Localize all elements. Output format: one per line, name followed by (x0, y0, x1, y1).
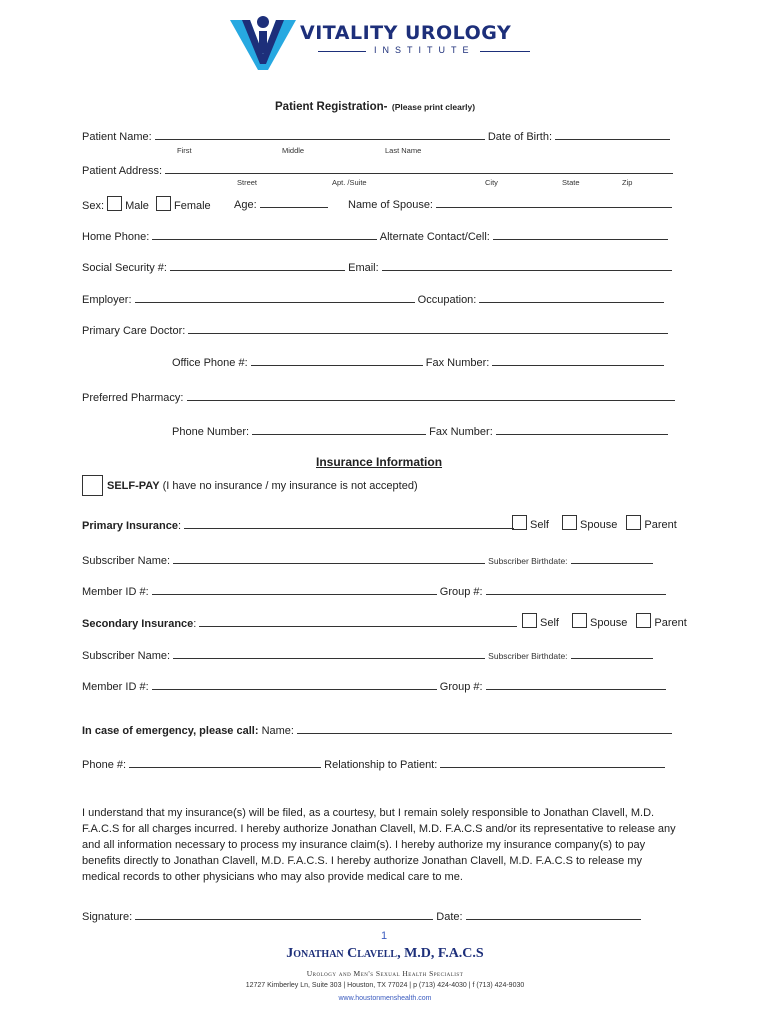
subscriber-name-label: Subscriber Name: (82, 650, 171, 662)
primary-self-checkbox[interactable] (512, 515, 527, 530)
pharmacy-fax-label: Fax Number: (429, 426, 493, 438)
alt-contact-field[interactable] (493, 228, 668, 240)
primary-relationship (512, 515, 677, 531)
member-id-field[interactable] (152, 583, 437, 595)
selfpay-row (107, 480, 418, 492)
subscriber-row-1 (82, 552, 653, 567)
office-phone-label: Office Phone #: (172, 357, 248, 369)
subscriber-birthdate-label: Subscriber Birthdate: (488, 651, 568, 661)
secondary-relationship (522, 613, 687, 629)
primary-insurance-row: Primary Insurance: (82, 517, 514, 532)
pharmacy-phone-field[interactable] (252, 423, 426, 435)
sex-row (82, 196, 211, 212)
subscriber-name-label: Subscriber Name: (82, 555, 171, 567)
sex-label: Sex: (82, 200, 105, 212)
male-label: Male (125, 200, 149, 212)
pharmacy-phone-row (172, 423, 668, 438)
secondary-parent-checkbox[interactable] (636, 613, 651, 628)
subscriber-birthdate-field[interactable] (571, 552, 653, 564)
last-sublabel: Last Name (385, 146, 422, 155)
secondary-self-label: Self (540, 617, 559, 629)
signature-row (82, 908, 641, 923)
male-checkbox[interactable] (107, 196, 122, 211)
logo-name: VITALITY UROLOGY (300, 22, 512, 44)
secondary-spouse-label: Spouse (590, 617, 628, 629)
logo-rule-right (480, 51, 530, 52)
logo (228, 14, 548, 70)
footer-website[interactable]: www.houstonmenshealth.com (338, 995, 432, 1002)
footer-doctor-name: Jonathan Clavell, M.D, F.A.C.S (286, 946, 484, 961)
signature-field[interactable] (135, 908, 433, 920)
employer-label: Employer: (82, 294, 132, 306)
subscriber-row-2 (82, 647, 653, 662)
street-sublabel: Street (237, 178, 258, 187)
pcp-fax-label: Fax Number: (425, 357, 490, 369)
middle-sublabel: Middle (282, 146, 305, 155)
pharmacy-label: Preferred Pharmacy: (82, 392, 184, 404)
spouse-label: Name of Spouse: (348, 199, 433, 211)
zip-sublabel: Zip (622, 178, 633, 187)
group-field[interactable] (486, 678, 666, 690)
primary-spouse-checkbox[interactable] (562, 515, 577, 530)
signature-label: Signature: (82, 911, 133, 923)
pharmacy-field[interactable] (187, 389, 675, 401)
dob-field[interactable] (555, 128, 670, 140)
subscriber-name-field[interactable] (173, 647, 485, 659)
patient-name-row (82, 128, 670, 143)
pcp-fax-field[interactable] (492, 354, 664, 366)
signature-date-field[interactable] (466, 908, 641, 920)
selfpay-label: SELF-PAY (107, 480, 160, 492)
selfpay-checkbox[interactable] (82, 475, 103, 496)
member-id-label: Member ID #: (82, 681, 149, 693)
female-checkbox[interactable] (156, 196, 171, 211)
email-label: Email: (348, 262, 379, 274)
pharmacy-row (82, 389, 675, 404)
employer-row (82, 291, 664, 306)
group-label: Group #: (439, 681, 483, 693)
group-field[interactable] (486, 583, 666, 595)
signature-date-label: Date: (436, 911, 463, 923)
age-label: Age: (234, 199, 257, 211)
logo-rule-left (318, 51, 366, 52)
primary-insurance-label: Primary Insurance (82, 520, 178, 532)
pcp-row (82, 322, 668, 337)
logo-mark-icon (228, 14, 298, 70)
spouse-row (348, 196, 672, 211)
primary-spouse-label: Spouse (580, 519, 618, 531)
employer-field[interactable] (135, 291, 415, 303)
home-phone-field[interactable] (152, 228, 377, 240)
pharmacy-phone-label: Phone Number: (172, 426, 250, 438)
patient-name-field[interactable] (155, 128, 485, 140)
secondary-parent-label: Parent (654, 617, 687, 629)
state-sublabel: State (562, 178, 580, 187)
ssn-field[interactable] (170, 259, 345, 271)
ssn-label: Social Security #: (82, 262, 167, 274)
address-label: Patient Address: (82, 165, 163, 177)
spouse-field[interactable] (436, 196, 672, 208)
occupation-label: Occupation: (417, 294, 477, 306)
email-field[interactable] (382, 259, 672, 271)
subscriber-name-field[interactable] (173, 552, 485, 564)
secondary-insurance-field[interactable] (199, 615, 517, 627)
emergency-name-field[interactable] (297, 722, 672, 734)
logo-institute: INSTITUTE (374, 45, 475, 55)
secondary-self-checkbox[interactable] (522, 613, 537, 628)
secondary-insurance-row: Secondary Insurance: (82, 615, 517, 630)
selfpay-note: (I have no insurance / my insurance is not accepted) (162, 480, 418, 492)
subscriber-birthdate-label: Subscriber Birthdate: (488, 556, 568, 566)
relationship-label: Relationship to Patient: (324, 759, 438, 771)
insurance-heading: Insurance Information (316, 455, 443, 469)
office-phone-field[interactable] (251, 354, 423, 366)
alt-contact-label: Alternate Contact/Cell: (379, 231, 490, 243)
primary-parent-checkbox[interactable] (626, 515, 641, 530)
age-field[interactable] (260, 196, 328, 208)
member-row-2 (82, 678, 666, 693)
consent-paragraph: I understand that my insurance(s) will be filed, as a courtesy, but I remain solely responsible to Jonathan Clavell, M.D. F.A.C.S for all charges incurred. I hereby authorize Jonathan Clavell, M.D. F.A.C.S and/or its representative to release any and all information necessary to process my insurance claim(s). I hereby authorize my insurance company(s) to pay benefits directly to Jonathan Clavell, M.D. F.A.C.S. I hereby authorize Jonathan Clavell, M.D. F.A.C.S to release my medical records to other physicians who may also provide medical care to me. (82, 807, 676, 883)
footer-specialty: Urology and Men's Sexual Health Specialist (306, 969, 464, 978)
pcp-field[interactable] (188, 322, 668, 334)
emergency-phone-row (82, 756, 665, 771)
emergency-row (82, 722, 672, 737)
page-title: Patient Registration- (Please print clearly) (275, 101, 476, 113)
patient-name-label: Patient Name: (82, 131, 152, 143)
primary-insurance-field[interactable] (184, 517, 514, 529)
emergency-phone-label: Phone #: (82, 759, 127, 771)
relationship-field[interactable] (440, 756, 665, 768)
member-id-field[interactable] (152, 678, 437, 690)
footer-address: 12727 Kimberley Ln, Suite 303 | Houston, TX 77024 | p (713) 424-4030 | f (713) 424-9030 (245, 982, 525, 989)
address-row (82, 162, 673, 177)
pharmacy-fax-field[interactable] (496, 423, 668, 435)
member-row-1 (82, 583, 666, 598)
dob-label: Date of Birth: (487, 131, 553, 143)
ssn-row (82, 259, 672, 274)
emergency-label: In case of emergency, please call: (82, 725, 259, 737)
primary-parent-label: Parent (644, 519, 677, 531)
subscriber-birthdate-field[interactable] (571, 647, 653, 659)
pcp-label: Primary Care Doctor: (82, 325, 186, 337)
apt-sublabel: Apt. /Suite (332, 178, 367, 187)
age-row (234, 196, 328, 211)
address-field[interactable] (165, 162, 673, 174)
home-phone-label: Home Phone: (82, 231, 150, 243)
secondary-spouse-checkbox[interactable] (572, 613, 587, 628)
home-phone-row (82, 228, 668, 243)
primary-self-label: Self (530, 519, 549, 531)
group-label: Group #: (439, 586, 483, 598)
pcp-phone-row (172, 354, 664, 369)
member-id-label: Member ID #: (82, 586, 149, 598)
city-sublabel: City (485, 178, 498, 187)
page-number: 1 (381, 930, 388, 942)
first-sublabel: First (177, 146, 192, 155)
secondary-insurance-label: Secondary Insurance (82, 618, 194, 630)
occupation-field[interactable] (479, 291, 664, 303)
emergency-name-label: Name: (261, 725, 294, 737)
female-label: Female (173, 200, 211, 212)
emergency-phone-field[interactable] (129, 756, 321, 768)
